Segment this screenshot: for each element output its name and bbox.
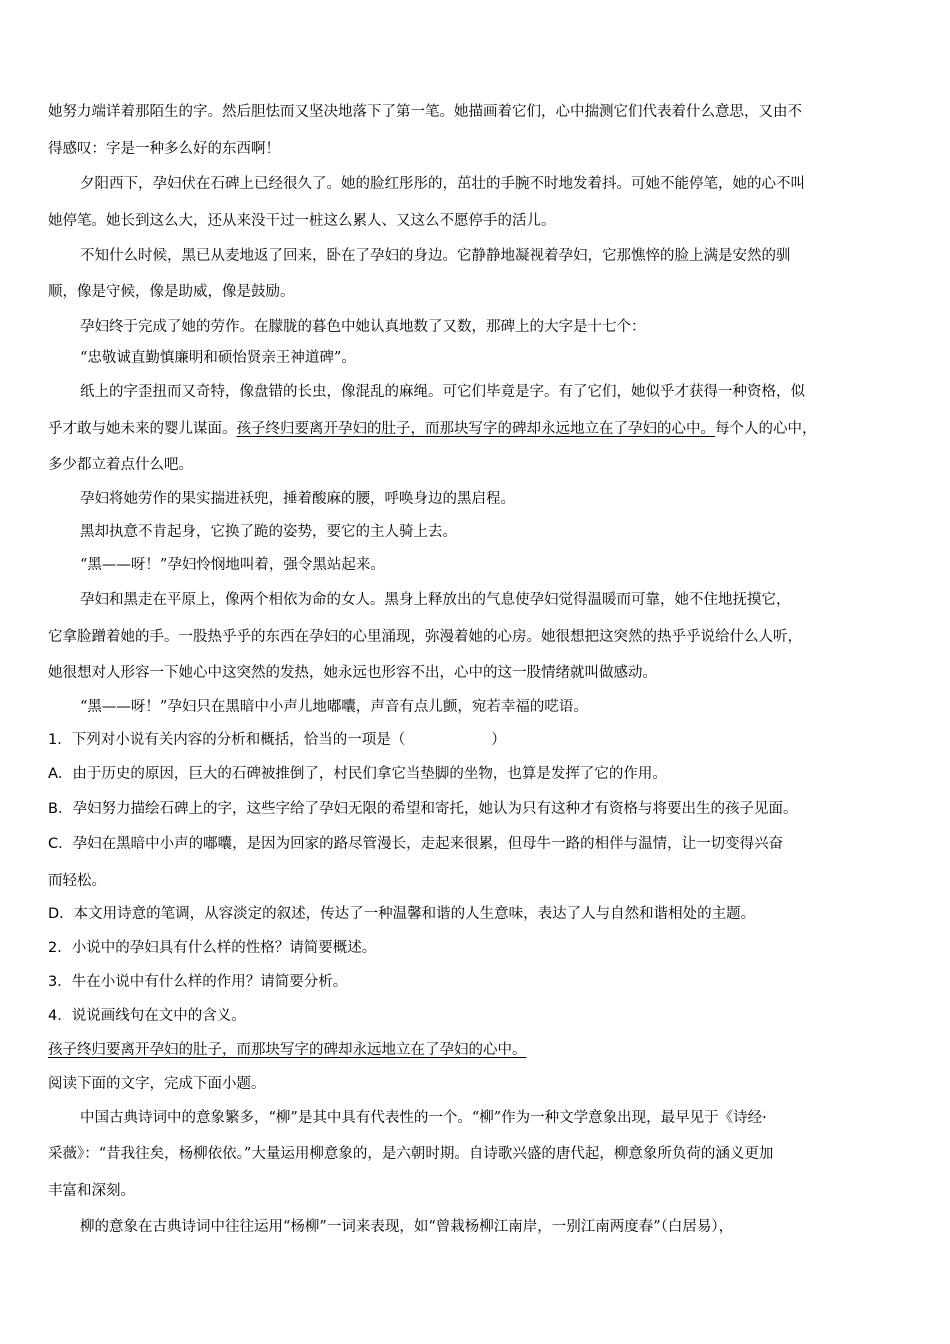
question-2: 2．小说中的孕妇具有什么样的性格？请简要概述。	[48, 940, 377, 956]
question-4: 4．说说画线句在文中的含义。	[48, 1008, 246, 1024]
underlined-quote: 孩子终归要离开孕妇的肚子，而那块写字的碑却永远地立在了孕妇的心中。	[48, 1042, 527, 1058]
question-1-text: 1．下列对小说有关内容的分析和概括，恰当的一项是（	[48, 732, 406, 748]
question-3: 3．牛在小说中有什么样的作用？请简要分析。	[48, 974, 348, 990]
passage2-line-4: 柳的意象在古典诗词中往往运用“杨柳”一词来表现，如“曾栽杨柳江南岸，一别江南两度春”（白居易），	[80, 1219, 734, 1235]
passage-line-8: “忠敬诚直勤慎廉明和硕怡贤亲王神道碑”。	[80, 350, 356, 366]
passage-line-12: 孕妇将她劳作的果实揣进袄兜，捶着酸麻的腰，呼唤身边的黑启程。	[80, 491, 515, 507]
passage-line-1: 她努力端详着那陌生的字。然后胆怯而又坚决地落下了第一笔。她描画着它们，心中揣测它们代表着什么意思，又由不	[48, 104, 802, 120]
underlined-sentence: 孩子终归要离开孕妇的肚子，而那块写字的碑却永远地立在了孕妇的心中。	[236, 421, 715, 437]
question-1	[48, 728, 908, 752]
passage-line-18: “黑——呀！”孕妇只在黑暗中小声儿地嘟囔，声音有点儿颤，宛若幸福的呓语。	[80, 699, 588, 715]
option-b: B．孕妇努力描绘石碑上的字，这些字给了孕妇无限的希望和寄托，她认为只有这种才有资格与将要出生的孩子见面。	[48, 801, 798, 817]
passage-line-17: 她很想对人形容一下她心中这突然的发热，她永远也形容不出，心中的这一股情绪就叫做感动。	[48, 665, 657, 681]
passage-line-13: 黑却执意不肯起身，它换了跪的姿势，要它的主人骑上去。	[80, 524, 457, 540]
passage-line-14: “黑——呀！”孕妇怜悯地叫着，强令黑站起来。	[80, 557, 385, 573]
passage2-line-3: 丰富和深刻。	[48, 1183, 135, 1199]
passage-line-6: 顺，像是守候，像是助威，像是鼓励。	[48, 284, 295, 300]
passage-line-7: 孕妇终于完成了她的劳作。在朦胧的暮色中她认真地数了又数，那碑上的大字是十七个：	[80, 319, 646, 335]
question-1-close: ）	[491, 732, 506, 748]
passage-text: 每个人的心中，	[715, 421, 817, 437]
option-d: D．本文用诗意的笔调，从容淡定的叙述，传达了一种温馨和谐的人生意味，表达了人与自然和谐相处的主题。	[48, 906, 756, 922]
passage-text: 乎才敢与她未来的婴儿谋面。	[48, 421, 237, 437]
option-c-continued: 而轻松。	[48, 873, 106, 889]
passage-line-2: 得感叹：字是一种多么好的东西啊！	[48, 141, 280, 157]
question-4-quote	[48, 1038, 908, 1062]
passage-line-3: 夕阳西下，孕妇伏在石碑上已经很久了。她的脸红彤彤的，茁壮的手腕不时地发着抖。可她不能停笔，她的心不叫	[80, 176, 805, 192]
passage-line-11: 多少都立着点什么吧。	[48, 457, 193, 473]
passage2-line-1: 中国古典诗词中的意象繁多，“柳”是其中具有代表性的一个。“柳”作为一种文学意象出现，最早见于《诗经·	[80, 1110, 767, 1126]
passage-line-15: 孕妇和黑走在平原上，像两个相依为命的女人。黑身上释放出的气息使孕妇觉得温暖而可靠，她不住地抚摸它，	[80, 592, 791, 608]
option-c: C．孕妇在黑暗中小声的嘟囔，是因为回家的路尽管漫长，走起来很累，但母牛一路的相伴与温情，让一切变得兴奋	[48, 836, 784, 852]
option-a: A．由于历史的原因，巨大的石碑被推倒了，村民们拿它当垫脚的坐物，也算是发挥了它的作用。	[48, 766, 667, 782]
reading-instruction: 阅读下面的文字，完成下面小题。	[48, 1076, 266, 1092]
passage-line-9: 纸上的字歪扭而又奇特，像盘错的长虫，像混乱的麻绳。可它们毕竟是字。有了它们，她似乎才获得一种资格，似	[80, 384, 805, 400]
passage-line-16: 它拿脸蹭着她的手。一股热乎乎的东西在孕妇的心里涌现，弥漫着她的心房。她很想把这突然的热乎乎说给什么人听，	[48, 629, 802, 645]
passage-line-10	[48, 417, 908, 441]
passage-line-4: 她停笔。她长到这么大，还从来没干过一桩这么累人、又这么不愿停手的活儿。	[48, 213, 556, 229]
passage-line-5: 不知什么时候，黑已从麦地返了回来，卧在了孕妇的身边。它静静地凝视着孕妇，它那憔悴的脸上满是安然的驯	[80, 248, 791, 264]
passage2-line-2: 采薇》：“昔我往矣，杨柳依依。”大量运用柳意象的，是六朝时期。自诗歌兴盛的唐代起，柳意象所负荷的涵义更加	[48, 1146, 774, 1162]
